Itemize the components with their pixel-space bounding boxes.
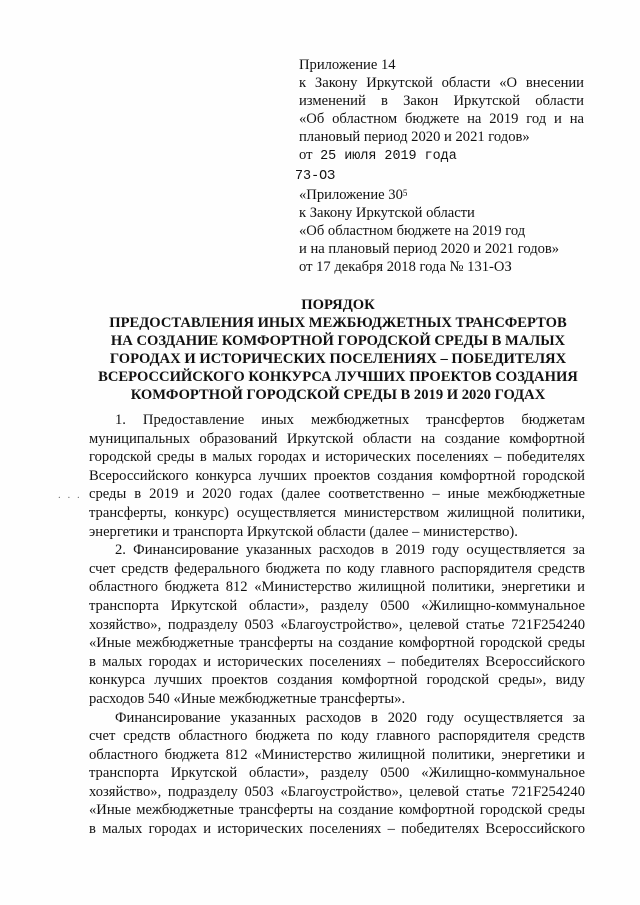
title-heading: ПОРЯДОК xyxy=(301,297,375,313)
title-line: ВСЕРОССИЙСКОГО КОНКУРСА ЛУЧШИХ ПРОЕКТОВ СОЗДАНИЯ xyxy=(98,369,578,385)
annex-text-line: от 17 декабря 2018 года № 131-ОЗ xyxy=(299,259,512,275)
annex-header xyxy=(295,56,584,276)
body-line: 1. Предоставление иных межбюджетных трансфертов бюджетам xyxy=(115,412,585,428)
title-line: ПРЕДОСТАВЛЕНИЯ ИНЫХ МЕЖБЮДЖЕТНЫХ ТРАНСФЕРТОВ xyxy=(109,315,567,331)
annex-text-line: изменений в Закон Иркутской области xyxy=(299,93,584,109)
annex-number-line xyxy=(295,166,584,186)
annex-title: Приложение 14 xyxy=(299,57,396,73)
body-line: областного бюджета 812 «Министерство жилищной политики, энергетики и xyxy=(89,579,585,596)
body-line: хозяйство», подразделу 0503 «Благоустройство», целевой статье 721F254240 xyxy=(89,783,585,800)
annex-date-line xyxy=(299,146,584,166)
document-body xyxy=(89,411,585,839)
body-line: областного бюджета 812 «Министерство жилищной политики, энергетики и xyxy=(89,746,585,763)
body-line: Всероссийского конкурса лучших проектов создания комфортной городской xyxy=(89,467,585,484)
annex-old-title xyxy=(299,186,584,204)
body-line: «Иные межбюджетные трансферты на создание комфортной городской среды xyxy=(89,802,585,819)
body-line: городской среды в малых городах и исторических поселениях – победителях xyxy=(89,449,585,466)
annex-old-title-sup: 5 xyxy=(402,188,408,198)
body-line: расходов 540 «Иные межбюджетные трансферты». xyxy=(89,690,406,707)
body-line: в малых городах и исторических поселениях – победителях Всероссийского xyxy=(89,653,585,670)
paragraph-2 xyxy=(89,541,585,708)
annex-old-title-text: «Приложение 30 xyxy=(299,187,403,203)
document-title xyxy=(88,296,588,404)
annex-text-line: к Закону Иркутской области «О внесении xyxy=(299,75,584,91)
annex-text-line: «Об областном бюджете на 2019 год и на xyxy=(299,111,584,127)
annex-text-line: к Закону Иркутской области xyxy=(299,205,475,221)
body-line: счет средств областного бюджета по коду главного распорядителя средств xyxy=(89,728,585,745)
margin-mark: . . . xyxy=(58,489,82,501)
annex-typed-number: 73-ОЗ xyxy=(295,169,336,184)
body-line: Финансирование указанных расходов в 2020 году осуществляется за xyxy=(115,709,585,726)
body-line: транспорта Иркутской области», разделу 0500 «Жилищно-коммунальное xyxy=(89,597,585,614)
annex-text-line: и на плановый период 2020 и 2021 годов» xyxy=(299,241,560,257)
body-line: муниципальных образований Иркутской области на создание комфортной xyxy=(89,430,585,447)
body-line: среды в 2019 и 2020 годах (далее соответственно – иные межбюджетные xyxy=(89,486,585,503)
annex-text-line: плановый период 2020 и 2021 годов» xyxy=(299,129,530,145)
body-line: «Иные межбюджетные трансферты на создание комфортной городской среды xyxy=(89,635,585,652)
body-line: транспорта Иркутской области», разделу 0500 «Жилищно-коммунальное xyxy=(89,765,585,782)
body-line: хозяйство», подразделу 0503 «Благоустройство», целевой статье 721F254240 xyxy=(89,616,585,633)
paragraph-1 xyxy=(89,411,585,541)
annex-typed-date: 25 июля 2019 года xyxy=(320,149,457,164)
body-line: счет средств федерального бюджета по коду главного распорядителя средств xyxy=(89,560,585,577)
title-line: КОМФОРТНОЙ ГОРОДСКОЙ СРЕДЫ В 2019 И 2020 ГОДАХ xyxy=(130,387,546,403)
annex-text-line: «Об областном бюджете на 2019 год xyxy=(299,223,526,239)
body-line: трансферты, конкурс) осуществляется министерством жилищной политики, xyxy=(89,504,585,521)
body-line: конкурса лучших проектов создания комфортной городской среды», виду xyxy=(89,672,585,689)
title-line: ГОРОДАХ И ИСТОРИЧЕСКИХ ПОСЕЛЕНИЯХ – ПОБЕДИТЕЛЯХ xyxy=(109,351,567,367)
paragraph-3 xyxy=(89,709,585,839)
title-line: НА СОЗДАНИЕ КОМФОРТНОЙ ГОРОДСКОЙ СРЕДЫ В МАЛЫХ xyxy=(110,333,566,349)
body-line: 2. Финансирование указанных расходов в 2019 году осуществляется за xyxy=(115,542,585,559)
body-line: энергетики и транспорта Иркутской области (далее – министерство). xyxy=(89,523,518,540)
body-line: в малых городах и исторических поселениях – победителях Всероссийского xyxy=(89,821,585,838)
annex-date-prefix: от xyxy=(299,147,313,163)
